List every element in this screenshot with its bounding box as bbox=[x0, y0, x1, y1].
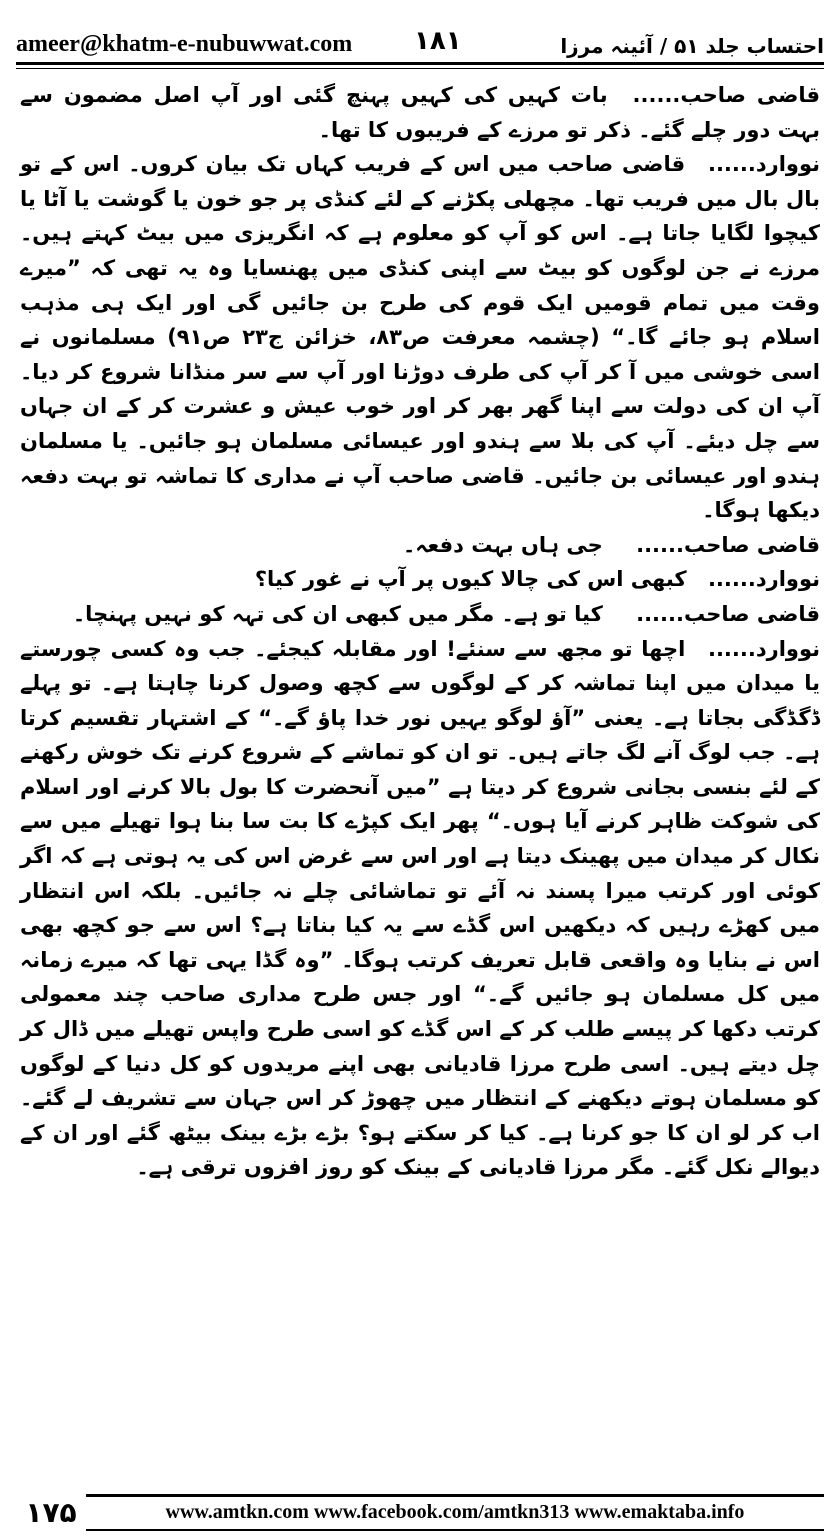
speaker-label: قاضی صاحب...... bbox=[636, 601, 820, 626]
page-footer bbox=[16, 1492, 824, 1532]
dialogue-paragraph bbox=[20, 562, 820, 597]
footer-page-number: ۱۷۵ bbox=[25, 1495, 77, 1529]
header-email: ameer@khatm-e-nubuwwat.com bbox=[16, 31, 353, 57]
footer-website-links[interactable]: www.amtkn.com www.facebook.com/amtkn313 www.emaktaba.info bbox=[165, 1501, 745, 1523]
dialogue-paragraph bbox=[20, 147, 820, 528]
speaker-label: نووارد...... bbox=[707, 636, 821, 661]
dialogue-paragraph bbox=[20, 78, 820, 147]
dialogue-text: قاضی صاحب میں اس کے فریب کہاں تک بیان کروں۔ اس کے تو بال بال میں فریب تھا۔ مچھلی پکڑنے کے لئے کنڈی پر جو خون یا گوشت یا آٹا یا کیچوا لگایا جاتا ہے۔ اس کو آپ کو معلوم ہے کہ انگریزی میں بیٹ کہتے ہیں۔ مرزے نے جن لوگوں کو بیٹ سے اپنی کنڈی میں پھنسایا وہ یہ تھی کہ ”میرے وقت میں تمام قومیں ایک قوم کی طرح بن جائیں گی اور ایک ہی مذہب اسلام ہو جائے گا۔“ (چشمہ معرفت ص۸۳، خزائن ج۲۳ ص۹۱) مسلمانوں نے اسی خوشی میں آ کر آپ کی طرف دوڑنا اور آپ سے سر منڈانا شروع کر دیا۔ آپ ان کی دولت سے اپنا گھر بھر کر اور خوب عیش و عشرت کر کے ان جہاں سے چل دیئے۔ آپ کی بلا سے ہندو اور عیسائی مسلمان ہو جائیں۔ یا مسلمان ہندو اور عیسائی بن جائیں۔ قاضی صاحب آپ نے مداری کا تماشہ تو بہت دفعہ دیکھا ہوگا۔ bbox=[20, 152, 821, 523]
dialogue-text: اچھا تو مجھ سے سنئے! اور مقابلہ کیجئے۔ جب وہ کسی چورستے یا میدان میں اپنا تماشہ کر کے لوگوں سے کچھ وصول کرنا چاہتا ہے۔ تو پہلے ڈگڈگی بجاتا ہے۔ یعنی ”آؤ لوگو یہیں نور خدا پاؤ گے۔“ کے اشتہار تقسیم کرتا ہے۔ جب لوگ آنے لگ جاتے ہیں۔ تو ان کو تماشے کے شروع کرنے تک خوش رکھنے کے لئے بنسی بجانی شروع کر دیتا ہے ”میں آنحضرت کا بول بالا کرنے اور اسلام کی شوکت ظاہر کرنے آیا ہوں۔“ پھر ایک کپڑے کا بت سا بنا ہوا تھیلے میں سے نکال کر میدان میں پھینک دیتا ہے اور اس سے غرض اس کی یہ ہوتی ہے کہ اگر کوئی اور کرتب میرا پسند نہ آئے تو تماشائی چلے نہ جائیں۔ بلکہ اس انتظار میں کھڑے رہیں کہ دیکھیں اس گڈے سے یہ کیا بناتا ہے؟ اس سے جو کچھ بھی اس نے بنایا وہ واقعی قابل تعریف کرتب ہوگا۔ ”وہ گڈا یہی تھا کہ میرے زمانہ میں کل مسلمان ہو جائیں گے۔“ اور جس طرح مداری صاحب چند معمولی کرتب دکھا کر پیسے طلب کر کے اس گڈے کو اسی طرح واپس تھیلے میں ڈال کر چل دیتے ہیں۔ اسی طرح مرزا قادیانی بھی اپنے مریدوں کو کل دنیا کے لوگوں کو مسلمان ہوتے دیکھنے کے انتظار میں چھوڑ کر اس جہان سے تشریف لے گئے۔ اب کر لو ان کا جو کرنا ہے۔ کیا کر سکتے ہو؟ بڑے بڑے بینک بیٹھ گئے اور ان کے دیوالے نکل گئے۔ مگر مرزا قادیانی کے بینک کو روز افزوں ترقی ہے۔ bbox=[20, 636, 820, 1180]
dialogue-paragraph bbox=[20, 528, 820, 563]
page-header bbox=[16, 14, 824, 58]
dialogue-text: کیا تو ہے۔ مگر میں کبھی ان کی تہہ کو نہیں پہنچا۔ bbox=[72, 601, 603, 626]
page-body bbox=[20, 78, 820, 1448]
header-rule bbox=[16, 62, 824, 69]
dialogue-paragraph bbox=[20, 632, 820, 1186]
dialogue-text: بات کہیں کی کہیں پہنچ گئی اور آپ اصل مضمون سے بہت دور چلے گئے۔ ذکر تو مرزے کے فریبوں کا تھا۔ bbox=[20, 83, 820, 142]
speaker-label: نووارد...... bbox=[707, 152, 821, 177]
speaker-label: نووارد...... bbox=[707, 567, 820, 592]
dialogue-text: کبھی اس کی چالا کیوں پر آپ نے غور کیا؟ bbox=[254, 567, 687, 592]
header-page-number: ۱۸۱ bbox=[414, 26, 462, 56]
dialogue-text: جی ہاں بہت دفعہ۔ bbox=[402, 532, 603, 557]
speaker-label: قاضی صاحب...... bbox=[632, 83, 820, 107]
dialogue-paragraph bbox=[20, 597, 820, 632]
speaker-label: قاضی صاحب...... bbox=[636, 532, 820, 557]
footer-bar bbox=[86, 1494, 824, 1531]
header-book-title: احتساب جلد ۵۱ / آئینہ مرزا bbox=[560, 34, 824, 58]
